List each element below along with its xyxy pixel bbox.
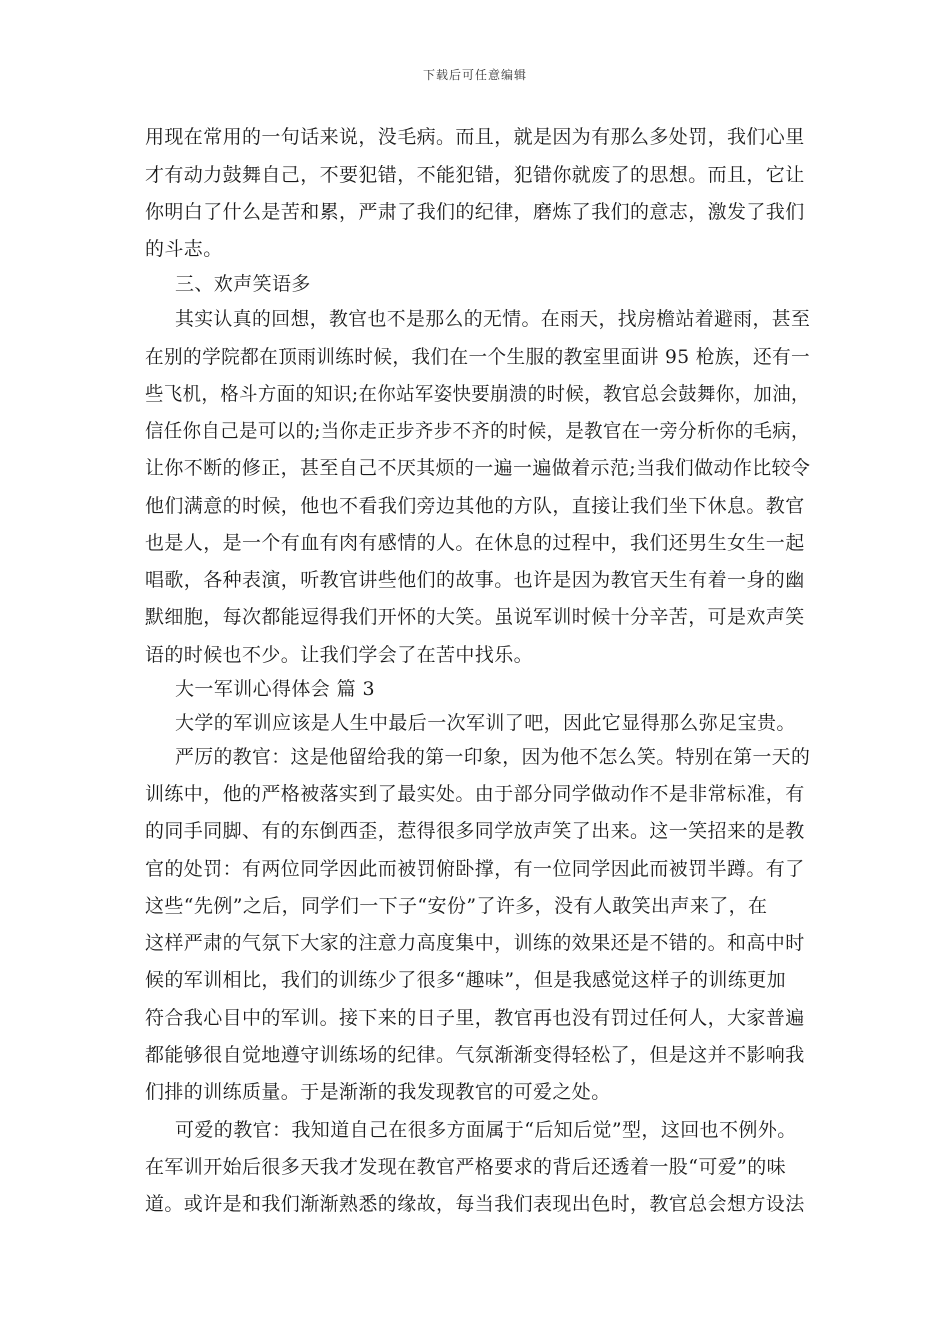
section-heading: 三、欢声笑语多 <box>175 273 311 295</box>
text-line: 让你不断的修正，甚至自己不厌其烦的一遍一遍做着示范;当我们做动作比较令 <box>145 457 811 479</box>
text-line: 在别的学院都在顶雨训练时候，我们在一个生服的教室里面讲 95 枪族，还有一 <box>145 346 811 368</box>
text-line: 也是人，是一个有血有肉有感情的人。在休息的过程中，我们还男生女生一起 <box>145 532 805 554</box>
text-line: 在军训开始后很多天我才发现在教官严格要求的背后还透着一股“可爱”的味 <box>145 1156 787 1178</box>
text-line: 用现在常用的一句话来说，没毛病。而且，就是因为有那么多处罚，我们心里 <box>145 126 805 148</box>
text-line: 都能够很自觉地遵守训练场的纪律。气氛渐渐变得轻松了，但是这并不影响我 <box>145 1044 805 1066</box>
page-header: 下载后可任意编辑 <box>422 68 527 82</box>
text-line: 他们满意的时候，他也不看我们旁边其他的方队，直接让我们坐下休息。教官 <box>145 495 805 517</box>
text-line: 大学的军训应该是人生中最后一次军训了吧，因此它显得那么弥足宝贵。 <box>175 712 796 734</box>
text-line: 些飞机，格斗方面的知识;在你站军姿快要崩溃的时候，教官总会鼓舞你，加油， <box>145 383 810 405</box>
text-line: 其实认真的回想，教官也不是那么的无情。在雨天，找房檐站着避雨，甚至 <box>175 308 811 330</box>
text-line: 们排的训练质量。于是渐渐的我发现教官的可爱之处。 <box>145 1081 611 1103</box>
text-line: 严厉的教官：这是他留给我的第一印象，因为他不怎么笑。特别在第一天的 <box>175 746 811 768</box>
text-line: 的斗志。 <box>145 238 223 260</box>
text-line: 官的处罚：有两位同学因此而被罚俯卧撑，有一位同学因此而被罚半蹲。有了 <box>145 858 805 880</box>
text-line: 信任你自己是可以的;当你走正步齐步不齐的时候，是教官在一旁分析你的毛病， <box>145 420 810 442</box>
text-line: 道。或许是和我们渐渐熟悉的缘故，每当我们表现出色时，教官总会想方设法 <box>145 1193 805 1215</box>
text-line: 默细胞，每次都能逗得我们开怀的大笑。虽说军训时候十分辛苦，可是欢声笑 <box>145 606 805 628</box>
text-line: 才有动力鼓舞自己，不要犯错，不能犯错，犯错你就废了的思想。而且，它让 <box>145 164 805 186</box>
text-line: 唱歌，各种表演，听教官讲些他们的故事。也许是因为教官天生有着一身的幽 <box>145 569 805 591</box>
text-line: 这样严肃的气氛下大家的注意力高度集中，训练的效果还是不错的。和高中时 <box>145 932 805 954</box>
text-line: 语的时候也不少。让我们学会了在苦中找乐。 <box>145 644 534 666</box>
text-line: 你明白了什么是苦和累，严肃了我们的纪律，磨炼了我们的意志，激发了我们 <box>145 201 805 223</box>
text-line: 可爱的教官：我知道自己在很多方面属于“后知后觉”型，这回也不例外。 <box>175 1119 797 1141</box>
text-line: 这些“先例”之后，同学们一下子“安份”了许多，没有人敢笑出声来了，在 <box>145 895 768 917</box>
section-heading: 大一军训心得体会 篇 3 <box>175 678 375 700</box>
text-line: 符合我心目中的军训。接下来的日子里，教官再也没有罚过任何人，大家普遍 <box>145 1007 805 1029</box>
text-line: 训练中，他的严格被落实到了最实处。由于部分同学做动作不是非常标准，有 <box>145 783 805 805</box>
text-line: 的同手同脚、有的东倒西歪，惹得很多同学放声笑了出来。这一笑招来的是教 <box>145 820 805 842</box>
text-line: 候的军训相比，我们的训练少了很多“趣味”，但是我感觉这样子的训练更加 <box>145 969 787 991</box>
